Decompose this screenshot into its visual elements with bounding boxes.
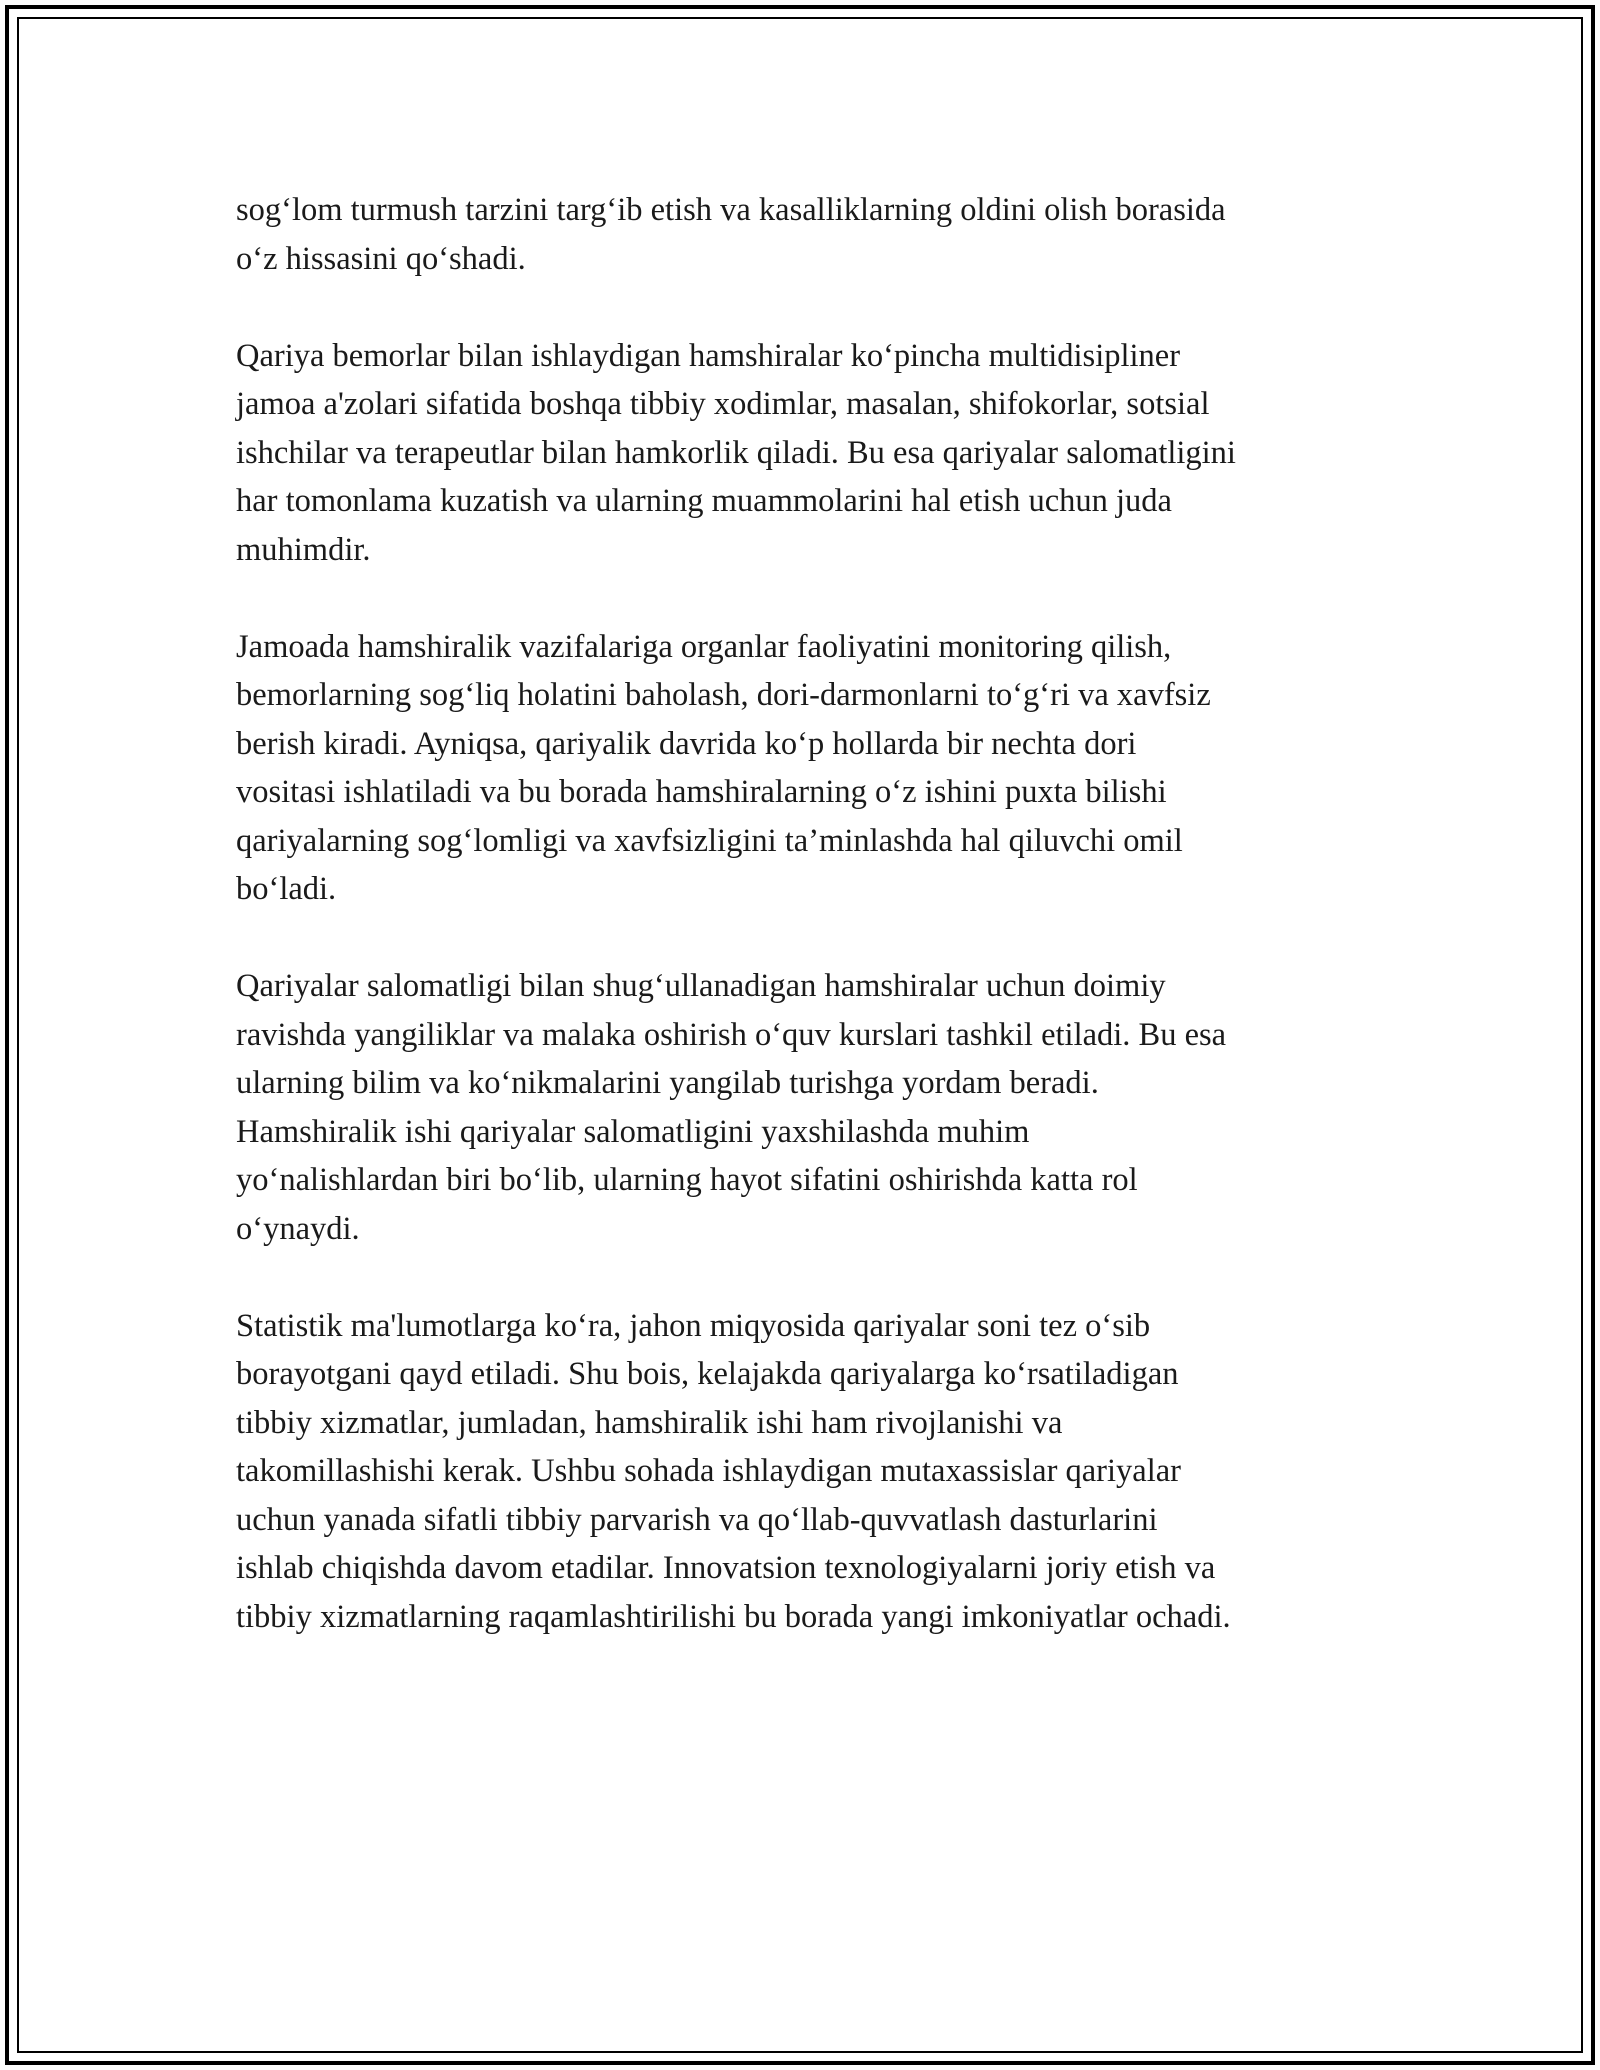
paragraph: Jamoada hamshiralik vazifalariga organlar faoliyatini monitoring qilish, bemorlarning sog‘liq holatini baholash, dori-darmonlarni to‘g‘ri va xavfsiz berish kiradi. Ayniqsa, qariyalik davrida ko‘p hollarda bir nechta dori vositasi ishlatiladi va bu borada hamshiralarning o‘z ishini puxta bilishi qariyalarning sog‘lomligi va xavfsizligini ta’minlashda hal qiluvchi omil bo‘ladi. [236,628,1211,907]
paragraph: Qariyalar salomatligi bilan shug‘ullanadigan hamshiralar uchun doimiy ravishda yangiliklar va malaka oshirish o‘quv kurslari tashkil etiladi. Bu esa ularning bilim va ko‘nikmalarini yangilab turishga yordam beradi. Hamshiralik ishi qariyalar salomatligini yaxshilashda muhim yo‘nalishlardan biri bo‘lib, ularning hayot sifatini oshirishda katta rol o‘ynaydi. [236,968,1227,1247]
document-body [236,186,1376,1690]
paragraph: Qariya bemorlar bilan ishlaydigan hamshiralar ko‘pincha multidisipliner jamoa a'zolari sifatida boshqa tibbiy xodimlar, masalan, shifokorlar, sotsial ishchilar va terapeutlar bilan hamkorlik qiladi. Bu esa qariyalar salomatligini har tomonlama kuzatish va ularning muammolarini hal etish uchun juda muhimdir. [236,337,1236,568]
paragraph: sog‘lom turmush tarzini targ‘ib etish va kasalliklarning oldini olish borasida o‘z hissasini qo‘shadi. [236,192,1226,277]
paragraph: Statistik ma'lumotlarga ko‘ra, jahon miqyosida qariyalar soni tez o‘sib borayotgani qayd etiladi. Shu bois, kelajakda qariyalarga ko‘rsatiladigan tibbiy xizmatlar, jumladan, hamshiralik ishi ham rivojlanishi va takomillashishi kerak. Ushbu sohada ishlaydigan mutaxassislar qariyalar uchun yanada sifatli tibbiy parvarish va qo‘llab-quvvatlash dasturlarini ishlab chiqishda davom etadilar. Innovatsion texnologiyalarni joriy etish va tibbiy xizmatlarning raqamlashtirilishi bu borada yangi imkoniyatlar ochadi. [236,1307,1231,1635]
